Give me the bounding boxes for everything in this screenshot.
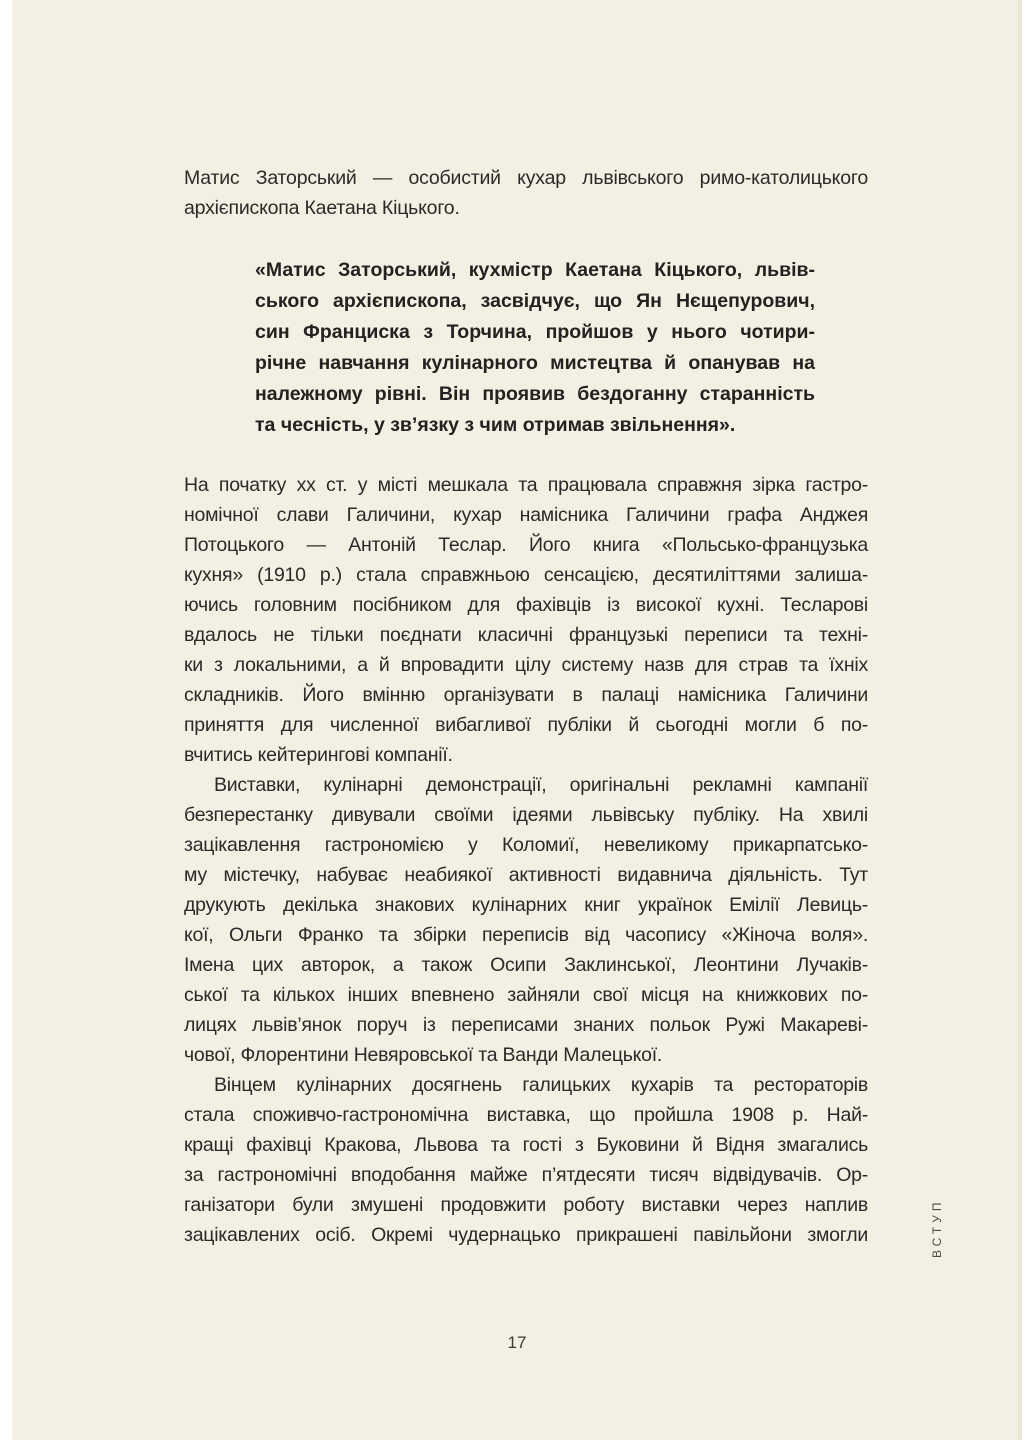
quote-line: син Франциска з Торчина, пройшов у нього чотири- <box>255 321 815 343</box>
text-line: стала споживчо-гастрономічна виставка, що пройшла 1908 р. Най- <box>184 1104 868 1126</box>
text-line: ючись головним посібником для фахівців із високої кухні. Тесларові <box>184 594 868 616</box>
text-line: вдалось не тільки поєднати класичні французькі переписи та техні- <box>184 624 868 646</box>
text-line: номічної слави Галичини, кухар намісника Галичини графа Анджея <box>184 504 868 526</box>
text-line: архієпископа Каетана Кіцького. <box>184 197 460 219</box>
text-line: му містечку, набуває неабиякої активності видавнича діяльність. Тут <box>184 864 868 886</box>
text-line: кращі фахівці Кракова, Львова та гості з Буковини й Відня змагались <box>184 1134 868 1156</box>
block-quote <box>255 255 815 441</box>
text-line: лицях львів’янок поруч із переписами знаних польок Ружі Макареві- <box>184 1014 868 1036</box>
quote-line: та чесність, у зв’язку з чим отримав звільнення». <box>255 414 736 436</box>
intro-paragraph <box>184 163 868 223</box>
text-line: складників. Його вмінню організувати в палаці намісника Галичини <box>184 684 868 706</box>
page-number: 17 <box>507 1333 527 1352</box>
text-line: чової, Флорентини Невяровської та Ванди Малецької. <box>184 1044 663 1066</box>
body-text <box>184 470 868 1250</box>
text-line: безперестанку дивували своїми ідеями львівську публіку. На хвилі <box>184 804 868 826</box>
quote-line: «Матис Заторський, кухмістр Каетана Кіцького, львів- <box>255 259 815 281</box>
book-page <box>12 0 1022 1440</box>
text-line: зацікавлених осіб. Окремі чудернацько прикрашені павільйони змогли <box>184 1224 868 1246</box>
text-line: друкують декілька знакових кулінарних книг українок Емілії Левиць- <box>184 894 868 916</box>
text-line: ки з локальними, а й впровадити цілу систему назв для страв та їхніх <box>184 654 868 676</box>
text-line: вчитись кейтерингові компанії. <box>184 744 453 766</box>
page-edge <box>1018 0 1022 1440</box>
running-head: ВСТУП <box>930 1198 944 1258</box>
text-line: Матис Заторський — особистий кухар львівського римо-католицького <box>184 167 868 189</box>
text-line: кої, Ольги Франко та збірки переписів від часопису «Жіноча воля». <box>184 924 868 946</box>
text-line: ської та кількох інших впевнено зайняли свої місця на книжкових по- <box>184 984 868 1006</box>
text-line: зацікавлення гастрономією у Коломиї, невеликому прикарпатсько- <box>184 834 868 856</box>
text-line: кухня» (1910 р.) стала справжньою сенсацією, десятиліттями залиша- <box>184 564 868 586</box>
text-line: Потоцького — Антоній Теслар. Його книга «Польсько-французька <box>184 534 868 556</box>
text-line: ганізатори були змушені продовжити роботу виставки через наплив <box>184 1194 868 1216</box>
text-line: приняття для численної вибагливої публіки й сьогодні могли б по- <box>184 714 868 736</box>
text-line: за гастрономічні вподобання майже п’ятдесяти тисяч відвідувачів. Ор- <box>184 1164 868 1186</box>
quote-line: належному рівні. Він проявив бездоганну старанність <box>255 383 815 405</box>
quote-line: річне навчання кулінарного мистецтва й опанував на <box>255 352 815 374</box>
text-line: Імена цих авторок, а також Осипи Заклинської, Леонтини Лучаків- <box>184 954 868 976</box>
text-line: Виставки, кулінарні демонстрації, оригінальні рекламні кампанії <box>214 774 868 796</box>
text-line: Вінцем кулінарних досягнень галицьких кухарів та рестораторів <box>214 1074 868 1096</box>
text-line: На початку хх ст. у місті мешкала та працювала справжня зірка гастро- <box>184 474 868 496</box>
quote-line: ського архієпископа, засвідчує, що Ян Нєщепурович, <box>255 290 815 312</box>
